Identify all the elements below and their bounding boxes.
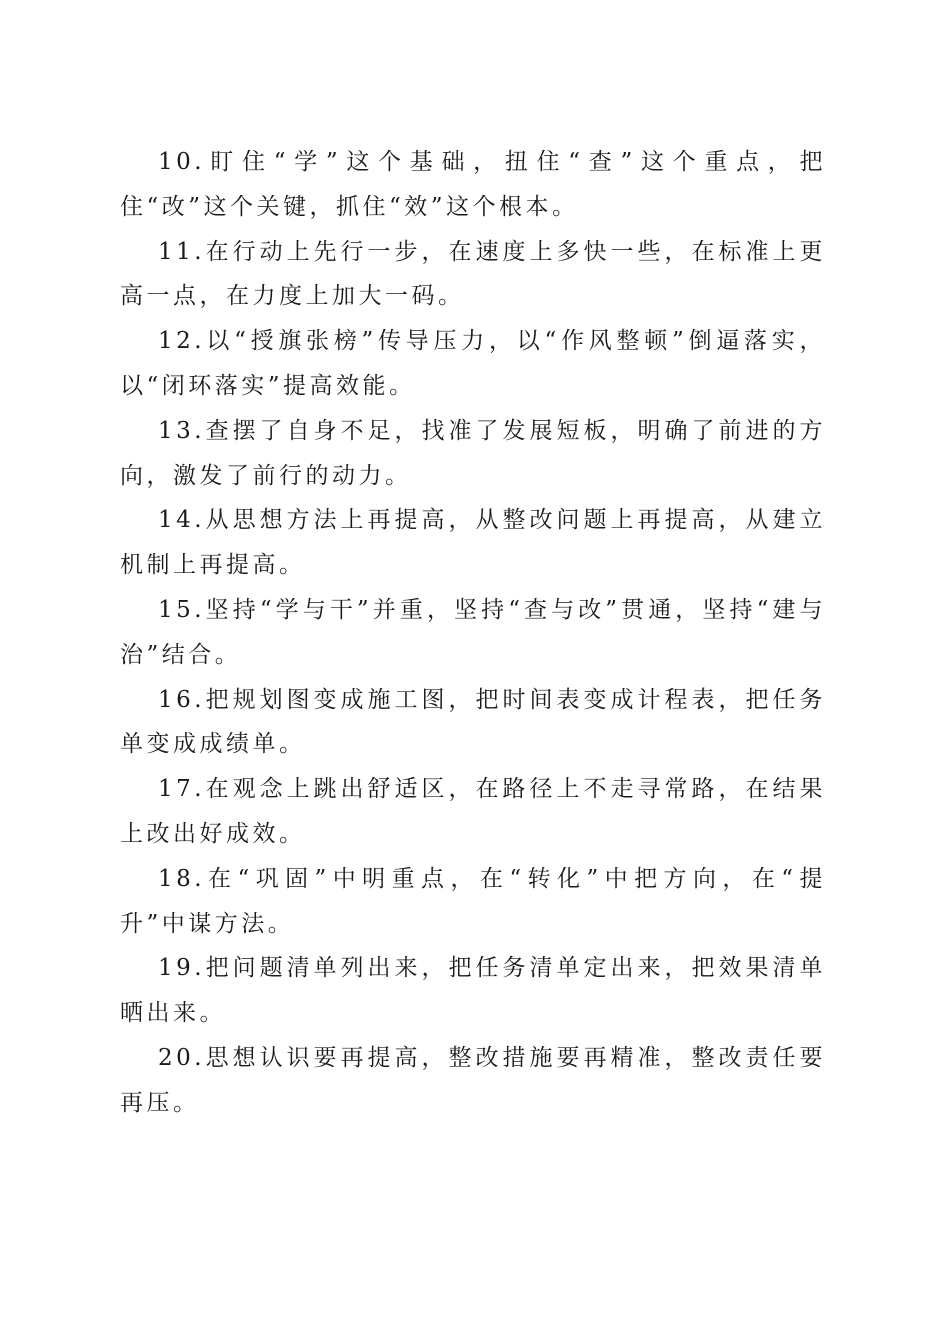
paragraph-19: 19.把问题清单列出来，把任务清单定出来，把效果清单晒出来。 <box>120 955 826 1027</box>
paragraph-10: 10.盯住“学”这个基础，扭住“查”这个重点，把住“改”这个关键，抓住“效”这个根本。 <box>120 149 826 220</box>
paragraph-11: 11.在行动上先行一步，在速度上多快一些，在标准上更高一点，在力度上加大一码。 <box>120 238 826 310</box>
paragraph-18: 18.在“巩固”中明重点，在“转化”中把方向，在“提升”中谋方法。 <box>120 865 826 937</box>
paragraph-15: 15.坚持“学与干”并重，坚持“查与改”贯通，坚持“建与治”结合。 <box>120 596 826 668</box>
paragraph-13: 13.查摆了自身不足，找准了发展短板，明确了前进的方向，激发了前行的动力。 <box>120 417 826 489</box>
paragraph-16: 16.把规划图变成施工图，把时间表变成计程表，把任务单变成成绩单。 <box>120 686 826 758</box>
paragraph-20: 20.思想认识要再提高，整改措施要再精准，整改责任要再压。 <box>120 1044 826 1116</box>
document-body <box>120 140 826 1126</box>
paragraph-12: 12.以“授旗张榜”传导压力，以“作风整顿”倒逼落实，以“闭环落实”提高效能。 <box>120 328 826 399</box>
paragraph-17: 17.在观念上跳出舒适区，在路径上不走寻常路，在结果上改出好成效。 <box>120 776 826 847</box>
paragraph-14: 14.从思想方法上再提高，从整改问题上再提高，从建立机制上再提高。 <box>120 507 826 579</box>
